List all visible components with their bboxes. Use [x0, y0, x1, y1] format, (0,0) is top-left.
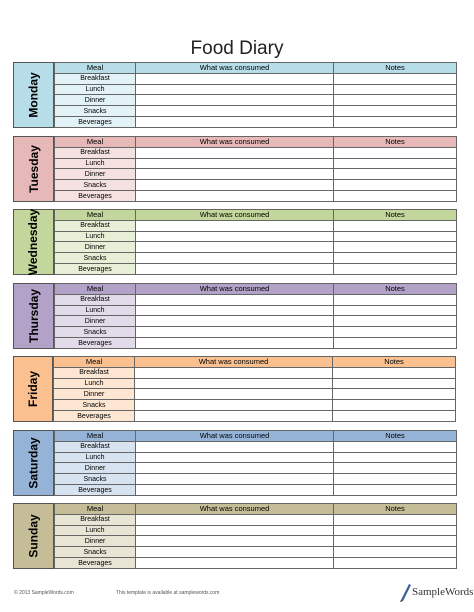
consumed-cell[interactable] [136, 327, 334, 338]
consumed-cell[interactable] [136, 169, 334, 180]
consumed-cell[interactable] [135, 367, 333, 378]
notes-cell[interactable] [334, 338, 457, 349]
notes-cell[interactable] [334, 558, 457, 569]
table-row [55, 180, 457, 191]
notes-cell[interactable] [334, 84, 457, 95]
notes-cell[interactable] [334, 169, 457, 180]
meal-label: Beverages [55, 264, 136, 275]
meal-label: Lunch [55, 452, 136, 463]
table-row [54, 400, 456, 411]
day-name: Friday [25, 370, 40, 408]
table-row [55, 191, 457, 202]
notes-cell[interactable] [334, 242, 457, 253]
consumed-cell[interactable] [135, 378, 333, 389]
day-section-monday [13, 62, 456, 128]
table-row [55, 169, 457, 180]
meal-label: Lunch [54, 378, 135, 389]
meal-label: Beverages [55, 338, 136, 349]
consumed-cell[interactable] [136, 264, 334, 275]
notes-cell[interactable] [334, 463, 457, 474]
meal-label: Beverages [55, 117, 136, 128]
meal-label: Breakfast [55, 147, 136, 158]
meal-label: Snacks [55, 327, 136, 338]
meal-label: Lunch [55, 158, 136, 169]
meal-label: Dinner [54, 389, 135, 400]
consumed-cell[interactable] [136, 536, 334, 547]
header-meal: Meal [55, 284, 136, 295]
footer-copyright: © 2013 SampleWords.com [14, 590, 74, 596]
notes-cell[interactable] [334, 117, 457, 128]
day-table [54, 209, 457, 275]
day-section-friday [13, 356, 456, 422]
notes-cell[interactable] [333, 389, 456, 400]
consumed-cell[interactable] [136, 316, 334, 327]
meal-label: Breakfast [55, 294, 136, 305]
table-row [55, 474, 457, 485]
table-row [54, 378, 456, 389]
meal-label: Dinner [55, 242, 136, 253]
day-label [13, 136, 54, 202]
consumed-cell[interactable] [136, 84, 334, 95]
day-table [54, 283, 457, 349]
day-section-tuesday [13, 136, 456, 202]
consumed-cell[interactable] [136, 253, 334, 264]
notes-cell[interactable] [334, 158, 457, 169]
meal-label: Dinner [55, 169, 136, 180]
footer-note: This template is available at samplewords.com [116, 590, 220, 596]
table-row [55, 485, 457, 496]
notes-cell[interactable] [334, 253, 457, 264]
header-meal: Meal [55, 63, 136, 74]
table-row [55, 547, 457, 558]
table-row [55, 264, 457, 275]
table-row [55, 338, 457, 349]
meal-label: Breakfast [55, 220, 136, 231]
day-label [13, 283, 54, 349]
meal-label: Lunch [55, 84, 136, 95]
header-meal: Meal [55, 431, 136, 442]
consumed-cell[interactable] [136, 158, 334, 169]
consumed-cell[interactable] [136, 106, 334, 117]
header-consumed: What was consumed [136, 284, 334, 295]
meal-label: Lunch [55, 525, 136, 536]
header-notes: Notes [334, 504, 457, 515]
notes-cell[interactable] [333, 411, 456, 422]
header-meal: Meal [55, 210, 136, 221]
table-row [55, 84, 457, 95]
table-row [55, 253, 457, 264]
table-row [55, 220, 457, 231]
meal-label: Snacks [55, 547, 136, 558]
day-label [13, 62, 54, 128]
day-name: Wednesday [26, 208, 41, 276]
day-table [53, 356, 456, 422]
meal-label: Beverages [54, 411, 135, 422]
header-notes: Notes [334, 63, 457, 74]
consumed-cell[interactable] [135, 400, 333, 411]
notes-cell[interactable] [334, 485, 457, 496]
header-notes: Notes [333, 357, 456, 368]
meal-label: Dinner [55, 95, 136, 106]
table-row [55, 117, 457, 128]
table-row [55, 106, 457, 117]
meal-label: Lunch [55, 231, 136, 242]
consumed-cell[interactable] [136, 441, 334, 452]
table-row [54, 389, 456, 400]
day-section-saturday [13, 430, 456, 496]
notes-cell[interactable] [334, 525, 457, 536]
table-row [55, 441, 457, 452]
table-row [55, 558, 457, 569]
day-section-wednesday [13, 209, 456, 275]
day-name: Tuesday [26, 145, 41, 193]
consumed-cell[interactable] [136, 463, 334, 474]
table-row [55, 305, 457, 316]
table-row [55, 294, 457, 305]
notes-cell[interactable] [334, 536, 457, 547]
header-consumed: What was consumed [136, 504, 334, 515]
header-consumed: What was consumed [136, 63, 334, 74]
page-title: Food Diary [190, 38, 284, 59]
notes-cell[interactable] [334, 441, 457, 452]
table-row [55, 147, 457, 158]
meal-label: Beverages [55, 558, 136, 569]
header-consumed: What was consumed [136, 210, 334, 221]
table-row [55, 327, 457, 338]
table-row [55, 316, 457, 327]
consumed-cell[interactable] [136, 95, 334, 106]
consumed-cell[interactable] [135, 389, 333, 400]
day-label [13, 356, 53, 422]
consumed-cell[interactable] [136, 294, 334, 305]
logo-text: SampleWords [412, 586, 474, 598]
day-table [54, 430, 457, 496]
consumed-cell[interactable] [136, 338, 334, 349]
meal-label: Snacks [55, 106, 136, 117]
header-notes: Notes [334, 284, 457, 295]
day-name: Sunday [26, 514, 41, 558]
header-notes: Notes [334, 137, 457, 148]
day-label [13, 430, 54, 496]
meal-label: Snacks [55, 253, 136, 264]
consumed-cell[interactable] [136, 231, 334, 242]
meal-label: Beverages [55, 191, 136, 202]
notes-cell[interactable] [334, 294, 457, 305]
notes-cell[interactable] [333, 367, 456, 378]
meal-label: Dinner [55, 316, 136, 327]
header-consumed: What was consumed [136, 137, 334, 148]
consumed-cell[interactable] [136, 242, 334, 253]
table-row [55, 73, 457, 84]
header-consumed: What was consumed [136, 431, 334, 442]
consumed-cell[interactable] [136, 525, 334, 536]
table-row [55, 525, 457, 536]
consumed-cell[interactable] [136, 117, 334, 128]
consumed-cell[interactable] [136, 452, 334, 463]
consumed-cell[interactable] [136, 485, 334, 496]
notes-cell[interactable] [333, 400, 456, 411]
consumed-cell[interactable] [136, 474, 334, 485]
header-meal: Meal [54, 357, 135, 368]
day-label [13, 209, 54, 275]
consumed-cell[interactable] [136, 558, 334, 569]
meal-label: Breakfast [55, 73, 136, 84]
notes-cell[interactable] [333, 378, 456, 389]
consumed-cell[interactable] [136, 547, 334, 558]
meal-label: Lunch [55, 305, 136, 316]
table-row [55, 514, 457, 525]
header-notes: Notes [334, 431, 457, 442]
notes-cell[interactable] [334, 231, 457, 242]
table-row [55, 452, 457, 463]
notes-cell[interactable] [334, 305, 457, 316]
day-section-thursday [13, 283, 456, 349]
pen-icon [398, 582, 412, 602]
consumed-cell[interactable] [136, 220, 334, 231]
notes-cell[interactable] [334, 106, 457, 117]
meal-label: Dinner [55, 463, 136, 474]
meal-label: Snacks [55, 180, 136, 191]
meal-label: Snacks [54, 400, 135, 411]
header-meal: Meal [55, 504, 136, 515]
consumed-cell[interactable] [136, 191, 334, 202]
notes-cell[interactable] [334, 73, 457, 84]
notes-cell[interactable] [334, 220, 457, 231]
consumed-cell[interactable] [136, 305, 334, 316]
day-section-sunday [13, 503, 456, 569]
table-row [54, 411, 456, 422]
notes-cell[interactable] [334, 452, 457, 463]
meal-label: Dinner [55, 536, 136, 547]
table-row [55, 242, 457, 253]
day-name: Monday [26, 72, 41, 118]
notes-cell[interactable] [334, 147, 457, 158]
meal-label: Breakfast [55, 441, 136, 452]
notes-cell[interactable] [334, 474, 457, 485]
day-table [54, 136, 457, 202]
table-row [55, 231, 457, 242]
day-table [54, 503, 457, 569]
notes-cell[interactable] [334, 180, 457, 191]
notes-cell[interactable] [334, 191, 457, 202]
meal-label: Snacks [55, 474, 136, 485]
notes-cell[interactable] [334, 264, 457, 275]
table-row [55, 95, 457, 106]
header-consumed: What was consumed [135, 357, 333, 368]
table-row [55, 158, 457, 169]
meal-label: Breakfast [54, 367, 135, 378]
consumed-cell[interactable] [136, 514, 334, 525]
day-name: Saturday [26, 437, 41, 489]
header-notes: Notes [334, 210, 457, 221]
notes-cell[interactable] [334, 95, 457, 106]
table-row [54, 367, 456, 378]
consumed-cell[interactable] [135, 411, 333, 422]
consumed-cell[interactable] [136, 147, 334, 158]
header-meal: Meal [55, 137, 136, 148]
meal-label: Beverages [55, 485, 136, 496]
consumed-cell[interactable] [136, 73, 334, 84]
samplewords-logo [398, 582, 473, 602]
notes-cell[interactable] [334, 547, 457, 558]
notes-cell[interactable] [334, 514, 457, 525]
table-row [55, 463, 457, 474]
day-table [54, 62, 457, 128]
day-name: Thursday [26, 288, 41, 344]
meal-label: Breakfast [55, 514, 136, 525]
day-label [13, 503, 54, 569]
consumed-cell[interactable] [136, 180, 334, 191]
table-row [55, 536, 457, 547]
notes-cell[interactable] [334, 327, 457, 338]
notes-cell[interactable] [334, 316, 457, 327]
